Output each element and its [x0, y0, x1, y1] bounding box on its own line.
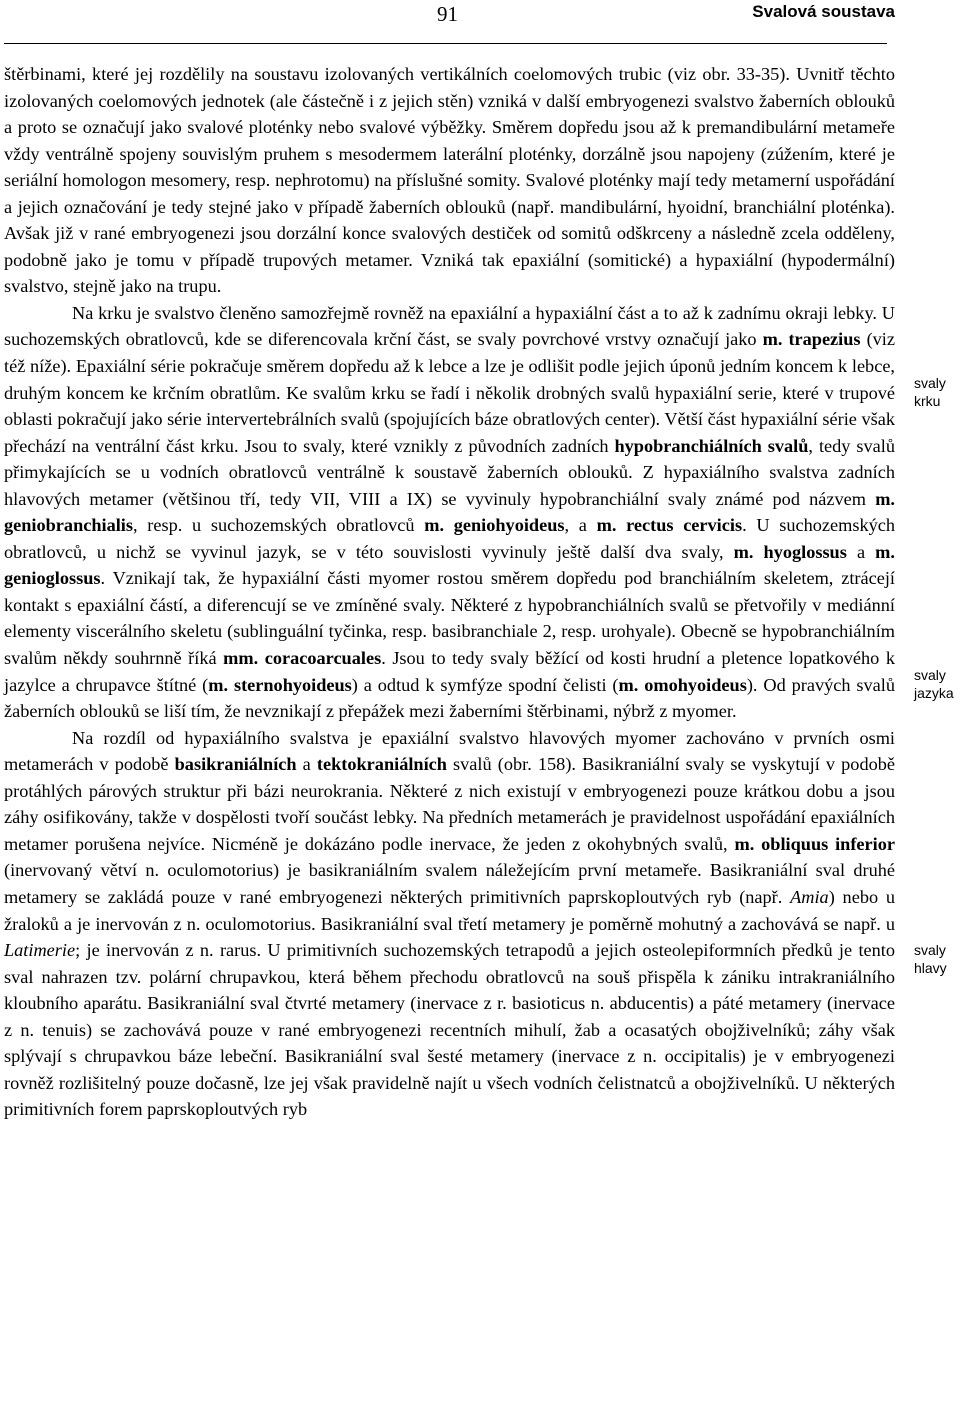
taxon-name: Latimerie: [4, 940, 76, 961]
text-run: ). Od pravých svalů žaberních oblouků se liší tím, že nevznikají z přepážek mezi žaberními štěrbinami, nýbrž z myomer.: [4, 674, 895, 722]
margin-note-line: jazyka: [914, 685, 954, 701]
text-run: štěrbinami, které jej rozdělily na soustavu izolovaných vertikálních coelomových trubic (viz obr. 33-35). Uvnitř těchto izolovaných coelomových jednotek (ale částečně i z jejich stěn) vzniká v další embryogenezi svalstvo žaberních oblouků a proto se označují jako svalové ploténky nebo svalové výběžky. Směrem dopředu jsou až k premandibulární metameře vždy ventrálně spojeny souvislým pruhem s mesodermem laterální ploténky, dorzálně jsou napojeny (zúžením, které je seriální homologon mesomery, resp. nephrotomu) na příslušné somity. Svalové ploténky mají tedy metamerní uspořádání a jejich označování je tedy stejné jako v případě žaberních oblouků (např. mandibulární, hyoidní, branchiální ploténka). Avšak již v rané embryogenezi jsou dorzální konce svalových destiček od somitů odškrceny a následně zcela odděleny, podobně jako je tomu v případě trupových metamer. Vzniká tak epaxiální (somitické) a hypaxiální (hypodermální) svalstvo, stejně jako na trupu.: [4, 64, 895, 297]
paragraph: [4, 300, 895, 725]
running-title: Svalová soustava: [752, 2, 895, 21]
margin-note-head-muscles: [914, 941, 960, 977]
header-rule: [4, 43, 887, 44]
text-run: a: [846, 541, 876, 562]
muscle-term: m. omohyoideus: [618, 674, 747, 695]
text-run: . U suchozemských obratlovců, u nichž se vyvinul jazyk, se v této souvislosti vyvinuly ještě další dva svaly,: [4, 515, 896, 562]
margin-note-neck-muscles: [914, 374, 960, 410]
text-run: ) nebo u žraloků a je inervován z n. oculomotorius. Basikraniální sval třetí metamery je poměrně mohutný a zachovává se např. u: [4, 886, 896, 934]
muscle-term: m. genioglossus: [4, 541, 895, 589]
margin-note-line: hlavy: [914, 960, 947, 976]
text-run: , resp. u suchozemských obratlovců: [133, 515, 425, 536]
paragraph: [4, 61, 895, 300]
text-run: (viz též níže). Epaxiální série pokračuje směrem dopředu až k lebce a lze je odlišit podle jejich úponů jedním koncem k lebce, druhým koncem ke krčním obratlům. Ke svalům krku se řadí i několik drobných svalů hypaxiální serie, které v trupové oblasti pokračují jako série intervertebrálních svalů (spojujících báze obratlových center). Větší část hypaxiální série však přechází na ventrální část krku. Jsou to svaly, které vznikly z původních zadních: [4, 329, 895, 456]
margin-note-line: krku: [914, 393, 941, 409]
text-run: . Vznikají tak, že hypaxiální části myomer rostou směrem dopředu pod branchiálním skeletem, ztrácejí kontakt s epaxiální částí, a diferencují se ve zmíněné svaly. Některé z hypobranchiálních svalů se přetvořily v mediánní elementy viscerálního skeletu (sublinguální tyčinka, resp. basibranchiale 2, resp. urohyale). Obecně se hypobranchiálním svalům někdy souhrnně říká: [4, 568, 895, 669]
text-run: svalů (obr. 158). Basikraniální svaly se vyskytují v podobě protáhlých párových struktur při bázi neurokrania. Některé z nich existují v embryogenezi pouze krátkou dobu a jsou záhy osifikovány, takže v dospělosti tvoří součást lebky. Na předních metamerách je pravidelnost uspořádání epaxiálních metamer porušena nejvíce. Nicméně je dokázáno podle inervace, že jeden z okohybných svalů,: [4, 754, 895, 854]
body-text: [4, 61, 895, 1123]
page-number: 91: [437, 2, 458, 26]
muscle-term: m. sternohyoideus: [208, 674, 352, 695]
margin-note-tongue-muscles: [914, 666, 960, 702]
text-run: ) a odtud k symfýze spodní čelisti (: [351, 674, 619, 695]
margin-note-line: svaly: [914, 375, 946, 391]
text-run: ; je inervován z n. rarus. U primitivních suchozemských tetrapodů a jejich osteolepiformních předků je tento sval nahrazen tzv. polární chrupavkou, která během přechodu obratlovců na souš přispěla k zániku intrakraniálního kloubního aparátu. Basikraniální sval čtvrté metamery (inervace z r. basioticus n. abducentis) a páté metamery (inervace z n. tenuis) se zachovává pouze v rané embryogenezi recentních mihulí, žab a ocasatých obojživelníků; záhy však splývají s chrupavkou báze lebeční. Basikraniální sval šesté metamery (inervace z n. occipitalis) je v embryogenezi rovněž rozlišitelný pouze dočasně, lze jej však pravidelně najít u všech vodních čelistnatců a obojživelníků. U některých primitivních forem paprskoploutvých ryb: [4, 940, 895, 1120]
margin-note-line: svaly: [914, 942, 946, 958]
text-run: , tedy svalů přimykajících se u vodních obratlovců ventrálně k soustavě žaberních oblouků. Z hypaxiálního svalstva zadních hlavových metamer (většinou tří, tedy VII, VIII a IX) se vyvinuly hypobranchiální svaly známé pod názvem: [4, 435, 895, 509]
muscle-term: m. trapezius: [762, 329, 861, 350]
muscle-term: m. geniobranchialis: [4, 488, 895, 536]
muscle-term: m. hyoglossus: [733, 541, 847, 562]
margin-note-line: svaly: [914, 667, 946, 683]
muscle-term: tektokraniálních: [316, 754, 447, 775]
text-run: a: [296, 754, 317, 775]
text-run: Na rozdíl od hypaxiálního svalstva je epaxiální svalstvo hlavových myomer zachováno v prvních osmi metamerách v podobě: [4, 727, 895, 775]
muscle-term: basikraniálních: [174, 754, 297, 775]
taxon-name: Amia: [790, 886, 829, 907]
muscle-term: mm. coracoarcuales: [223, 648, 382, 669]
muscle-term: m. rectus cervicis: [596, 515, 743, 536]
muscle-term: hypobranchiálních svalů: [614, 435, 809, 456]
muscle-term: m. obliquus inferior: [734, 833, 895, 854]
paragraph: [4, 725, 895, 1123]
text-run: , a: [564, 515, 597, 536]
muscle-term: m. geniohyoideus: [424, 515, 565, 536]
text-run: (inervovaný větví n. oculomotorius) je basikraniálním svalem náležejícím první metameře. Basikraniální sval druhé metamery se zakládá pouze v rané embryogenezi některých primitivních paprskoploutvých ryb (např.: [4, 860, 895, 907]
text-run: . Jsou to tedy svaly běžící od kosti hrudní a pletence lopatkového k jazylce a chrupavce štítné (: [4, 648, 896, 695]
text-run: Na krku je svalstvo členěno samozřejmě rovněž na epaxiální a hypaxiální část a to až k zadnímu okraji lebky. U suchozemských obratlovců, kde se diferencovala krční část, se svaly povrchové vrstvy označují jako: [4, 302, 895, 350]
